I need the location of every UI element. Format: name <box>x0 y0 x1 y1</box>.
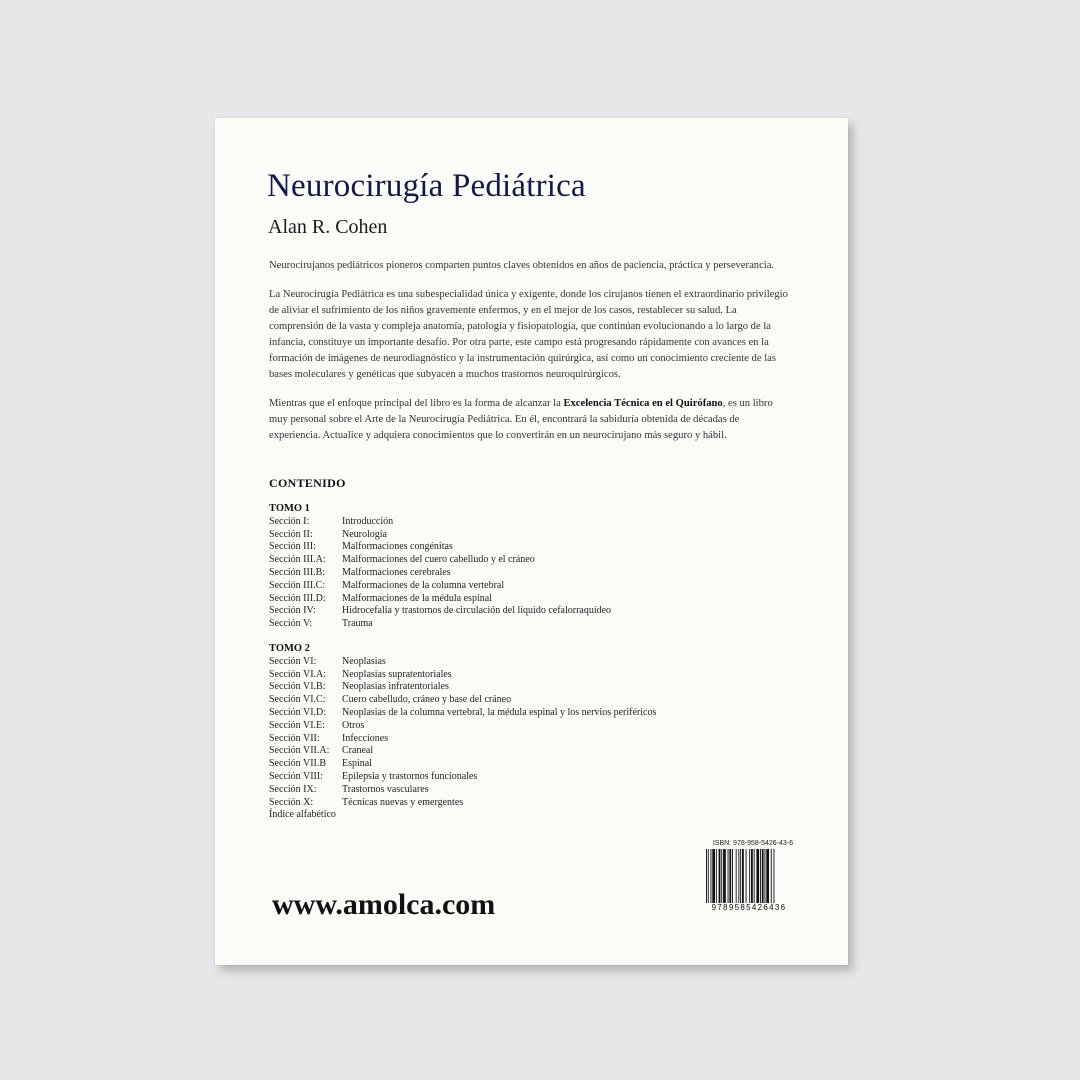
toc-row <box>269 605 829 618</box>
section-title: Neoplasias <box>342 655 386 667</box>
paragraph-3-end: , es un libro muy personal sobre el Arte de la Neurocirugía Pediátrica. En él, encontrará la sabiduría obtenida de décadas de experiencia. Actualice y adquiera conocimientos que lo convertirán en un neurocirujano más seguro y hábil. <box>269 398 773 441</box>
section-title: Malformaciones congénitas <box>342 541 453 553</box>
toc-row <box>269 618 829 631</box>
highlight-text: Excelencia Técnica en el Quirófano <box>563 398 723 409</box>
section-title: Técnicas nuevas y emergentes <box>342 796 464 808</box>
barcode-bar <box>754 849 755 903</box>
section-title: Hidrocefalia y trastornos de circulación del líquido cefalorraquídeo <box>342 605 612 617</box>
book-back-cover <box>215 118 848 965</box>
toc-row <box>269 797 829 810</box>
barcode-bar <box>728 849 729 903</box>
section-number: Sección VI: <box>269 655 317 667</box>
section-number: Sección VI.B: <box>269 681 326 693</box>
description-paragraph-1: Neurocirujanos pediátricos pioneros comparten puntos claves obtenidos en años de paciencia, práctica y perseverancia. <box>269 260 775 271</box>
toc-row <box>269 771 829 784</box>
section-number: Sección VI.A: <box>269 668 327 680</box>
barcode-bar <box>740 849 741 903</box>
toc-row <box>269 541 829 554</box>
barcode-bar <box>721 849 722 903</box>
index-entry: Índice alfabético <box>269 809 336 821</box>
section-number: Sección VII.A: <box>269 745 330 757</box>
isbn-barcode-block <box>705 840 793 912</box>
barcode-bar <box>712 849 715 903</box>
toc-row <box>269 593 829 606</box>
barcode-bar <box>711 849 712 903</box>
section-number: Sección I: <box>269 515 310 527</box>
section-title: Craneal <box>342 745 374 757</box>
toc-row <box>269 758 829 771</box>
section-title: Epilepsia y trastornos funcionales <box>342 770 478 782</box>
description-paragraph-2: La Neurocirugía Pediátrica es una subespecialidad única y exigente, donde los cirujanos tienen el extraordinario privilegio de aliviar el sufrimiento de los niños gravemente enfermos, y en el mejor de los casos, restablecer su salud. La comprensión de la vasta y compleja anatomía, patología y fisiopatología, que continúan evolucionando a lo largo de la infancia, constituye un importante desafío. Por otra parte, este campo está progresando rápidamente con avances en la formación de imágenes de neurodiagnóstico y la instrumentación quirúrgica, así como un conocimiento creciente de las bases moleculares y genéticas que subyacen a muchos trastornos neuroquirúrgicos. <box>269 289 788 380</box>
section-title: Cuero cabelludo, cráneo y base del cráneo <box>342 694 512 706</box>
tomo-2-section-list <box>269 656 829 810</box>
toc-row <box>269 554 829 567</box>
barcode-bar <box>723 849 726 903</box>
toc-row <box>269 720 829 733</box>
section-title: Neurología <box>342 528 387 540</box>
barcode-bar <box>716 849 717 903</box>
section-title: Trastornos vasculares <box>342 783 429 795</box>
section-title: Malformaciones de la columna vertebral <box>342 579 505 591</box>
section-title: Trauma <box>342 618 373 630</box>
barcode-bar <box>760 849 761 903</box>
barcode-bar <box>774 849 775 903</box>
tomo-1-heading: TOMO 1 <box>269 503 310 514</box>
toc-row <box>269 784 829 797</box>
section-number: Sección VII.B <box>269 758 327 770</box>
toc-row <box>269 529 829 542</box>
barcode-bar <box>771 849 772 903</box>
barcode-bar <box>756 849 759 903</box>
toc-row <box>269 656 829 669</box>
section-title: Malformaciones de la médula espinal <box>342 592 492 604</box>
toc-row <box>269 669 829 682</box>
toc-row <box>269 733 829 746</box>
section-number: Sección VI.C: <box>269 694 326 706</box>
description <box>269 258 789 457</box>
section-number: Sección V: <box>269 618 313 630</box>
section-title: Malformaciones del cuero cabelludo y el cráneo <box>342 554 535 566</box>
section-title: Malformaciones cerebrales <box>342 566 451 578</box>
section-number: Sección III.A: <box>269 554 326 566</box>
section-number: Sección II: <box>269 528 313 540</box>
section-title: Neoplasias infratentoriales <box>342 681 449 693</box>
barcode <box>705 849 793 903</box>
section-title: Otros <box>342 719 365 731</box>
section-number: Sección III: <box>269 541 316 553</box>
section-number: Sección III.C: <box>269 579 326 591</box>
barcode-bar <box>751 849 753 903</box>
barcode-bar <box>708 849 709 903</box>
toc-row <box>269 745 829 758</box>
book-title: Neurocirugía Pediátrica <box>267 168 586 204</box>
section-number: Sección VI.E: <box>269 719 325 731</box>
section-number: Sección X: <box>269 796 314 808</box>
barcode-bar <box>742 849 744 903</box>
section-title: Espinal <box>342 758 372 770</box>
section-title: Neoplasias de la columna vertebral, la médula espinal y los nervios periféricos <box>342 706 657 718</box>
barcode-bar <box>729 849 731 903</box>
barcode-bar <box>749 849 750 903</box>
section-number: Sección VI.D: <box>269 706 327 718</box>
toc-row <box>269 580 829 593</box>
barcode-bar <box>762 849 764 903</box>
section-number: Sección III.D: <box>269 592 326 604</box>
ean-number: 9789585426436 <box>711 903 787 912</box>
book-author: Alan R. Cohen <box>268 216 388 238</box>
barcode-bar <box>766 849 769 903</box>
section-title: Neoplasias supratentoriales <box>342 668 452 680</box>
barcode-bar <box>736 849 737 903</box>
section-number: Sección IX: <box>269 783 317 795</box>
isbn-label: ISBN: 978-958-5426-43-6 <box>712 840 793 847</box>
section-number: Sección VIII: <box>269 770 323 782</box>
toc-row <box>269 681 829 694</box>
tomo-1-section-list <box>269 516 829 631</box>
description-paragraph-3 <box>269 396 789 444</box>
toc-row <box>269 694 829 707</box>
section-number: Sección VII: <box>269 732 320 744</box>
section-title: Introducción <box>342 515 394 527</box>
barcode-bar <box>732 849 733 903</box>
contents-heading: CONTENIDO <box>269 476 346 490</box>
barcode-bar <box>706 849 707 903</box>
toc-row <box>269 516 829 529</box>
website-url[interactable]: www.amolca.com <box>272 888 496 921</box>
table-of-contents <box>269 503 829 822</box>
barcode-bar <box>719 849 721 903</box>
section-number: Sección III.B: <box>269 566 326 578</box>
barcode-bar <box>746 849 747 903</box>
toc-row <box>269 707 829 720</box>
section-title: Infecciones <box>342 732 389 744</box>
tomo-2-heading: TOMO 2 <box>269 642 310 654</box>
toc-row <box>269 567 829 580</box>
section-number: Sección IV: <box>269 605 316 617</box>
barcode-bar <box>738 849 739 903</box>
paragraph-3-start: Mientras que el enfoque principal del libro es la forma de alcanzar la <box>269 398 564 409</box>
barcode-bar <box>765 849 766 903</box>
